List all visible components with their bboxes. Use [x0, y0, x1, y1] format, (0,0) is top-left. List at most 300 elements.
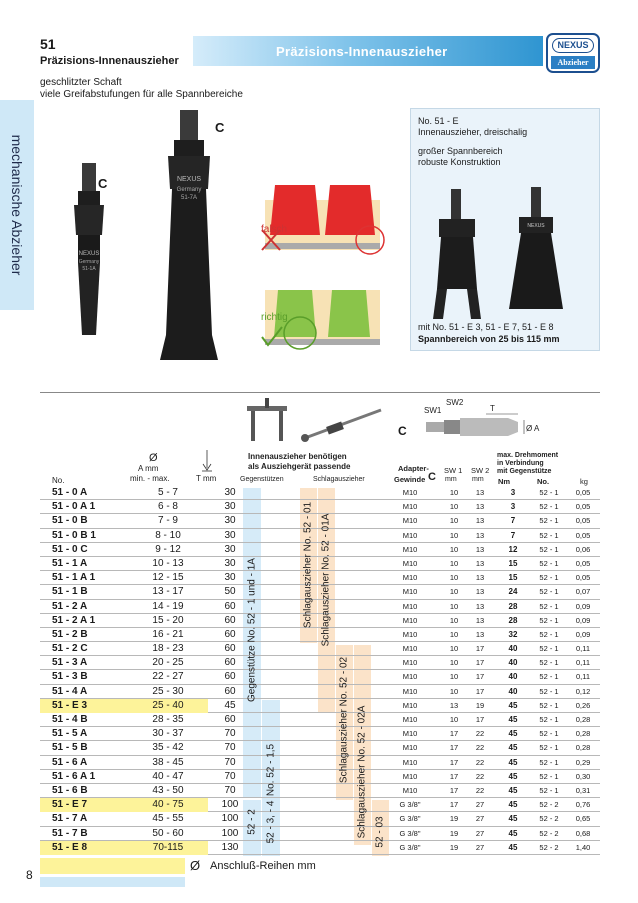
table-row: [40, 784, 600, 798]
cell-no: 51 - 3 B: [52, 671, 88, 683]
th-sw2-unit: mm: [472, 476, 484, 483]
cell-t: 60: [224, 600, 236, 612]
cell-weight: 1,40: [575, 842, 591, 852]
cell-no: 51 - E 3: [40, 699, 128, 713]
c-label-small: C: [98, 176, 108, 191]
cell-no: 51 - 1 A: [52, 557, 88, 569]
cell-adapter: M10: [402, 573, 418, 583]
cell-range: 30 - 37: [152, 728, 184, 740]
dim-t: T: [490, 404, 495, 413]
th-torque-line-1: max. Drehmoment: [497, 452, 559, 459]
cell-range: 50 - 60: [152, 827, 184, 839]
cell-no: 51 - 7 B: [52, 827, 88, 839]
cell-t: 100: [221, 799, 239, 811]
cell-torque: 15: [508, 573, 518, 583]
cell-t: 70: [224, 784, 236, 796]
cell-adapter: M10: [402, 743, 418, 753]
cell-sw1: 10: [449, 658, 459, 668]
legend-yellow-swatch: [40, 858, 185, 874]
cell-sw2: 17: [475, 715, 485, 724]
cell-range: 25 - 30: [152, 685, 184, 697]
cell-adapter: M10: [402, 672, 418, 682]
th-adapter-c: C: [428, 471, 436, 483]
cell-no: 51 - 6 B: [52, 784, 88, 796]
cell-no: 51 - 2 A: [52, 600, 88, 612]
cell-weight: 0,28: [575, 715, 591, 724]
cell-sw1: 19: [449, 842, 459, 852]
cell-no: 51 - 3 A: [52, 657, 88, 669]
cell-range: 12 - 15: [152, 572, 184, 584]
product-photo: [40, 105, 400, 385]
label-counter-support-1: Gegenstütze No. 52 - 1 und - 1A: [246, 558, 258, 702]
table-row: [40, 741, 600, 755]
cell-weight: 0,68: [575, 828, 591, 838]
cell-torque: 28: [508, 601, 518, 611]
cell-support-no: 52 - 1: [539, 785, 559, 795]
cell-torque: 3: [510, 502, 516, 512]
cell-sw1: 17: [449, 743, 459, 753]
label-slide-hammer-01: Schlagauszieher No. 52 - 01: [302, 501, 314, 629]
cell-support-no: 52 - 1: [539, 516, 559, 526]
cell-range: 18 - 23: [152, 643, 184, 655]
cell-sw1: 10: [449, 516, 459, 526]
cell-sw1: 17: [449, 729, 459, 739]
cell-sw2: 27: [475, 828, 485, 838]
table-row: [40, 670, 600, 684]
cell-adapter: M10: [402, 771, 418, 781]
cell-sw1: 19: [449, 828, 459, 838]
cell-range: 7 - 9: [157, 515, 178, 527]
cell-range: 13 - 17: [152, 586, 184, 598]
cell-range: 6 - 8: [157, 501, 178, 513]
cell-no: 51 - 2 B: [52, 628, 88, 640]
svg-text:51-7A: 51-7A: [180, 195, 198, 201]
cell-torque: 45: [508, 814, 518, 824]
th-a-mm: A mm: [138, 464, 159, 473]
th-adapter-line-1: Adapter-: [398, 464, 429, 473]
cell-support-no: 52 - 1: [539, 615, 559, 625]
cell-support-no: 52 - 1: [539, 757, 559, 767]
footer-diameter-symbol: Ø: [190, 858, 201, 873]
nexus-logo: [546, 33, 600, 73]
slide-hammer-icon: [297, 404, 387, 444]
cell-sw2: 13: [475, 558, 485, 568]
cell-no: 51 - 2 C: [52, 643, 88, 655]
cell-weight: 0,26: [575, 700, 591, 710]
cell-no: 51 - 6 A 1: [52, 770, 96, 782]
cell-adapter: M10: [402, 516, 418, 526]
cell-t: 30: [224, 515, 236, 527]
cell-torque: 45: [508, 800, 518, 810]
cell-support-no: 52 - 1: [539, 686, 559, 696]
right-label: richtig: [261, 312, 288, 323]
th-needs-line-2: als Ausziehgerät passende: [248, 462, 351, 471]
cell-range: 5 - 7: [157, 487, 178, 498]
side-tab-label: mechanische Abzieher: [9, 134, 25, 276]
cell-sw2: 22: [475, 757, 485, 767]
cell-sw1: 10: [449, 502, 459, 512]
cell-no: 51 - 7 A: [52, 813, 88, 825]
label-slide-hammer-02: Schlagauszieher No. 52 - 02: [338, 656, 350, 784]
cell-torque: 45: [508, 743, 518, 753]
cell-adapter: M10: [402, 601, 418, 611]
cell-range: 70-115: [128, 841, 208, 855]
cell-range: 10 - 13: [152, 557, 184, 569]
arrow-down-icon: [202, 450, 212, 472]
cell-no: 51 - 5 A: [52, 728, 88, 740]
cell-weight: 0,11: [575, 672, 591, 682]
cell-weight: 0,05: [575, 502, 591, 512]
cell-sw1: 10: [449, 573, 459, 583]
cell-torque: 45: [508, 771, 518, 781]
cell-t: 50: [224, 586, 236, 598]
cell-no: 51 - 0 C: [52, 543, 88, 555]
description-line-2: viele Greifabstufungen für alle Spannbereiche: [40, 89, 243, 100]
svg-text:NEXUS: NEXUS: [527, 223, 545, 229]
table-row: [40, 713, 600, 727]
cell-sw1: 10: [449, 686, 459, 696]
label-counter-support-1-5: No. 52 - 1,5: [265, 743, 277, 797]
cell-torque: 40: [508, 672, 518, 682]
label-counter-support-3-4: 52 - 3, - 4: [265, 800, 277, 844]
cell-torque: 40: [508, 644, 518, 654]
table-row: [40, 656, 600, 670]
cell-no: 51 - 0 A: [52, 487, 88, 498]
product-number: 51: [40, 36, 56, 52]
cell-t: 60: [224, 685, 236, 697]
cell-torque: 45: [508, 842, 518, 852]
cell-sw1: 17: [449, 771, 459, 781]
variant-e-feature-2: robuste Konstruktion: [418, 157, 501, 167]
cell-torque: 45: [508, 729, 518, 739]
logo-tagline: Abzieher: [551, 56, 595, 69]
cell-adapter: G 3/8": [399, 842, 421, 852]
product-subtitle: Präzisions-Innenauszieher: [40, 55, 179, 67]
cell-sw2: 27: [475, 800, 485, 810]
cell-sw2: 13: [475, 587, 485, 597]
cell-sw2: 13: [475, 573, 485, 583]
cell-range: 14 - 19: [152, 600, 184, 612]
th-counter-supports: Gegenstützen: [240, 476, 284, 483]
cell-range: 40 - 75: [128, 798, 208, 812]
cell-adapter: G 3/8": [399, 800, 421, 810]
cell-range: 28 - 35: [152, 714, 184, 725]
cell-weight: 0,05: [575, 516, 591, 526]
label-slide-hammer-03: 52 - 03: [374, 816, 386, 848]
variant-e-models: mit No. 51 - E 3, 51 - E 7, 51 - E 8: [418, 322, 554, 332]
th-support-no: No.: [537, 477, 550, 486]
cell-sw1: 17: [449, 785, 459, 795]
legend-blue-swatch: [40, 877, 185, 887]
cell-t: 30: [224, 501, 236, 513]
cell-torque: 40: [508, 658, 518, 668]
cell-adapter: G 3/8": [399, 828, 421, 838]
th-kg: kg: [580, 477, 588, 486]
th-torque-line-3: mit Gegenstütze: [497, 468, 552, 475]
cell-sw1: 19: [449, 814, 459, 824]
table-row: [40, 486, 600, 500]
cell-t: 70: [224, 756, 236, 768]
cell-weight: 0,05: [575, 488, 591, 497]
cell-weight: 0,12: [575, 686, 591, 696]
th-needs-line-1: Innenauszieher benötigen: [248, 452, 347, 461]
cell-support-no: 52 - 2: [539, 842, 559, 852]
cell-adapter: M10: [402, 488, 418, 497]
cell-torque: 45: [508, 700, 518, 710]
cell-torque: 40: [508, 686, 518, 696]
cell-weight: 0,05: [575, 573, 591, 583]
cell-support-no: 52 - 2: [539, 800, 559, 810]
cell-no: 51 - 0 B 1: [52, 529, 96, 541]
cell-support-no: 52 - 2: [539, 828, 559, 838]
svg-text:NEXUS: NEXUS: [176, 176, 202, 183]
cell-support-no: 52 - 1: [539, 530, 559, 540]
cell-adapter: M10: [402, 558, 418, 568]
dim-c: C: [398, 424, 407, 438]
table-row: [40, 770, 600, 784]
cell-sw2: 17: [475, 658, 485, 668]
cell-sw2: 22: [475, 729, 485, 739]
cell-sw2: 13: [475, 629, 485, 639]
table-row: [40, 841, 600, 855]
cell-adapter: M10: [402, 544, 418, 554]
cell-weight: 0,11: [575, 644, 591, 654]
cell-t: 60: [224, 628, 236, 640]
cell-weight: 0,30: [575, 771, 591, 781]
th-sw1: SW 1: [444, 466, 463, 475]
cell-t: 60: [224, 614, 236, 626]
cell-sw2: 13: [475, 601, 485, 611]
variant-e-panel: [410, 108, 600, 351]
cell-range: 9 - 12: [155, 543, 181, 555]
cell-sw2: 27: [475, 842, 485, 852]
cell-sw2: 22: [475, 771, 485, 781]
cell-no: 51 - E 7: [40, 798, 128, 812]
cell-sw1: 10: [449, 644, 459, 654]
cell-torque: 7: [510, 530, 516, 540]
cell-torque: 24: [508, 587, 518, 597]
cell-weight: 0,28: [575, 743, 591, 753]
cell-sw2: 13: [475, 516, 485, 526]
table-row: [40, 685, 600, 699]
cell-sw2: 13: [475, 488, 485, 497]
cell-support-no: 52 - 1: [539, 502, 559, 512]
cell-t: 70: [224, 742, 236, 754]
cell-sw1: 10: [449, 601, 459, 611]
cell-adapter: M10: [402, 700, 418, 710]
th-t-mm: T mm: [196, 474, 217, 483]
cell-sw1: 10: [449, 544, 459, 554]
cell-adapter: M10: [402, 502, 418, 512]
svg-text:Germany: Germany: [176, 187, 202, 193]
cell-no: 51 - 0 B: [52, 515, 88, 527]
cell-t: 60: [224, 657, 236, 669]
cell-support-no: 52 - 1: [539, 558, 559, 568]
cell-support-no: 52 - 1: [539, 587, 559, 597]
cell-sw2: 22: [475, 743, 485, 753]
cell-t: 60: [224, 643, 236, 655]
cell-support-no: 52 - 1: [539, 629, 559, 639]
cell-range: 20 - 25: [152, 657, 184, 669]
cell-sw1: 10: [449, 488, 459, 497]
cell-support-no: 52 - 1: [539, 729, 559, 739]
cell-no: 51 - 1 A 1: [52, 572, 96, 584]
cell-adapter: M10: [402, 530, 418, 540]
th-diameter-symbol: Ø: [149, 452, 158, 464]
th-no: No.: [52, 476, 65, 485]
cell-t: 60: [224, 671, 236, 683]
label-counter-support-2: 52 - 2: [246, 809, 258, 835]
cell-sw2: 13: [475, 544, 485, 554]
cell-torque: 12: [508, 544, 518, 554]
cell-adapter: M10: [402, 587, 418, 597]
cell-weight: 0,06: [575, 544, 591, 554]
cell-weight: 0,09: [575, 601, 591, 611]
cell-sw1: 10: [449, 715, 459, 724]
cell-range: 43 - 50: [152, 784, 184, 796]
dim-sw2: SW2: [446, 398, 464, 407]
cell-t: 70: [224, 728, 236, 740]
dim-diameter-a: Ø A: [526, 424, 540, 433]
cell-t: 130: [221, 841, 239, 853]
cell-range: 22 - 27: [152, 671, 184, 683]
page-number: 8: [26, 868, 33, 882]
cell-t: 30: [224, 487, 236, 498]
cell-sw1: 13: [449, 700, 459, 710]
cell-support-no: 52 - 1: [539, 573, 559, 583]
cell-t: 45: [224, 699, 236, 711]
cell-sw1: 10: [449, 615, 459, 625]
th-sw1-unit: mm: [445, 476, 457, 483]
cell-weight: 0,29: [575, 757, 591, 767]
cell-no: 51 - 6 A: [52, 756, 88, 768]
cell-sw1: 10: [449, 558, 459, 568]
cell-adapter: M10: [402, 757, 418, 767]
table-row: [40, 699, 600, 713]
cell-weight: 0,09: [575, 615, 591, 625]
cell-sw1: 10: [449, 587, 459, 597]
svg-text:Germany: Germany: [78, 259, 100, 265]
cell-adapter: M10: [402, 629, 418, 639]
cell-support-no: 52 - 1: [539, 715, 559, 724]
th-sw2: SW 2: [471, 466, 490, 475]
cell-support-no: 52 - 2: [539, 814, 559, 824]
cell-t: 100: [221, 813, 239, 825]
large-puller-image: [160, 110, 218, 360]
cell-sw1: 10: [449, 530, 459, 540]
cell-sw2: 27: [475, 814, 485, 824]
cell-torque: 7: [510, 516, 516, 526]
cell-adapter: M10: [402, 686, 418, 696]
counter-support-icon: [243, 398, 291, 448]
cell-weight: 0,65: [575, 814, 591, 824]
cell-weight: 0,07: [575, 587, 591, 597]
cell-t: 60: [224, 714, 236, 725]
th-adapter-line-2: Gewinde: [394, 475, 426, 484]
cell-torque: 45: [508, 785, 518, 795]
cell-sw1: 10: [449, 629, 459, 639]
cell-sw2: 17: [475, 672, 485, 682]
table-row: [40, 500, 600, 514]
cell-t: 30: [224, 557, 236, 569]
cell-range: 45 - 55: [152, 813, 184, 825]
cell-sw2: 17: [475, 686, 485, 696]
wrong-label: falsch: [261, 224, 288, 235]
cell-support-no: 52 - 1: [539, 658, 559, 668]
cell-support-no: 52 - 1: [539, 743, 559, 753]
cell-adapter: M10: [402, 715, 418, 724]
cell-range: 40 - 47: [152, 770, 184, 782]
th-min-max: min. - max.: [130, 474, 170, 483]
cell-support-no: 52 - 1: [539, 601, 559, 611]
variant-e-title: No. 51 - E: [418, 116, 459, 126]
cell-support-no: 52 - 1: [539, 488, 559, 497]
label-slide-hammer-02a: Schlagauszieher No. 52 - 02A: [356, 705, 368, 839]
cell-t: 30: [224, 572, 236, 584]
description-line-1: geschlitzter Schaft: [40, 77, 122, 88]
cell-no: 51 - 1 B: [52, 586, 88, 598]
cell-sw2: 13: [475, 502, 485, 512]
cell-range: 25 - 40: [128, 699, 208, 713]
variant-e-feature-1: großer Spannbereich: [418, 146, 503, 156]
table-row: [40, 798, 600, 812]
cell-range: 35 - 42: [152, 742, 184, 754]
variant-e-range: Spannbereich von 25 bis 115 mm: [418, 334, 560, 344]
section-divider: [40, 392, 600, 393]
cell-weight: 0,31: [575, 785, 591, 795]
cell-sw1: 17: [449, 757, 459, 767]
logo-brand: NEXUS: [552, 38, 594, 53]
cell-adapter: M10: [402, 615, 418, 625]
cell-weight: 0,11: [575, 658, 591, 668]
label-slide-hammer-01a: Schlagauszieher No. 52 - 01A: [320, 513, 332, 647]
cell-support-no: 52 - 1: [539, 771, 559, 781]
th-torque-line-2: in Verbindung: [497, 460, 544, 467]
svg-text:NEXUS: NEXUS: [78, 251, 100, 257]
cell-adapter: M10: [402, 644, 418, 654]
table-row: [40, 756, 600, 770]
cell-weight: 0,28: [575, 729, 591, 739]
cell-range: 8 - 10: [155, 529, 181, 541]
cell-range: 38 - 45: [152, 756, 184, 768]
cell-no: 51 - 4 A: [52, 685, 88, 697]
cell-torque: 45: [508, 828, 518, 838]
cell-adapter: M10: [402, 729, 418, 739]
cell-weight: 0,76: [575, 800, 591, 810]
cell-sw1: 17: [449, 800, 459, 810]
cell-support-no: 52 - 1: [539, 544, 559, 554]
cell-no: 51 - 2 A 1: [52, 614, 96, 626]
cell-weight: 0,05: [575, 530, 591, 540]
cell-sw2: 22: [475, 785, 485, 795]
wrong-usage-diagram: [262, 185, 384, 254]
variant-e-subtitle: Innenauszieher, dreischalig: [418, 127, 528, 137]
dim-sw1: SW1: [424, 406, 442, 415]
cell-sw1: 10: [449, 672, 459, 682]
cell-torque: 3: [510, 488, 516, 497]
cell-support-no: 52 - 1: [539, 700, 559, 710]
cell-weight: 0,05: [575, 558, 591, 568]
header-bar-title: Präzisions-Innenauszieher: [276, 44, 448, 59]
cell-t: 30: [224, 543, 236, 555]
cell-torque: 28: [508, 615, 518, 625]
cell-adapter: M10: [402, 658, 418, 668]
cell-torque: 45: [508, 757, 518, 767]
cell-t: 100: [221, 827, 239, 839]
cell-no: 51 - 0 A 1: [52, 501, 96, 513]
table-row: [40, 812, 600, 826]
cell-no: 51 - 5 B: [52, 742, 88, 754]
